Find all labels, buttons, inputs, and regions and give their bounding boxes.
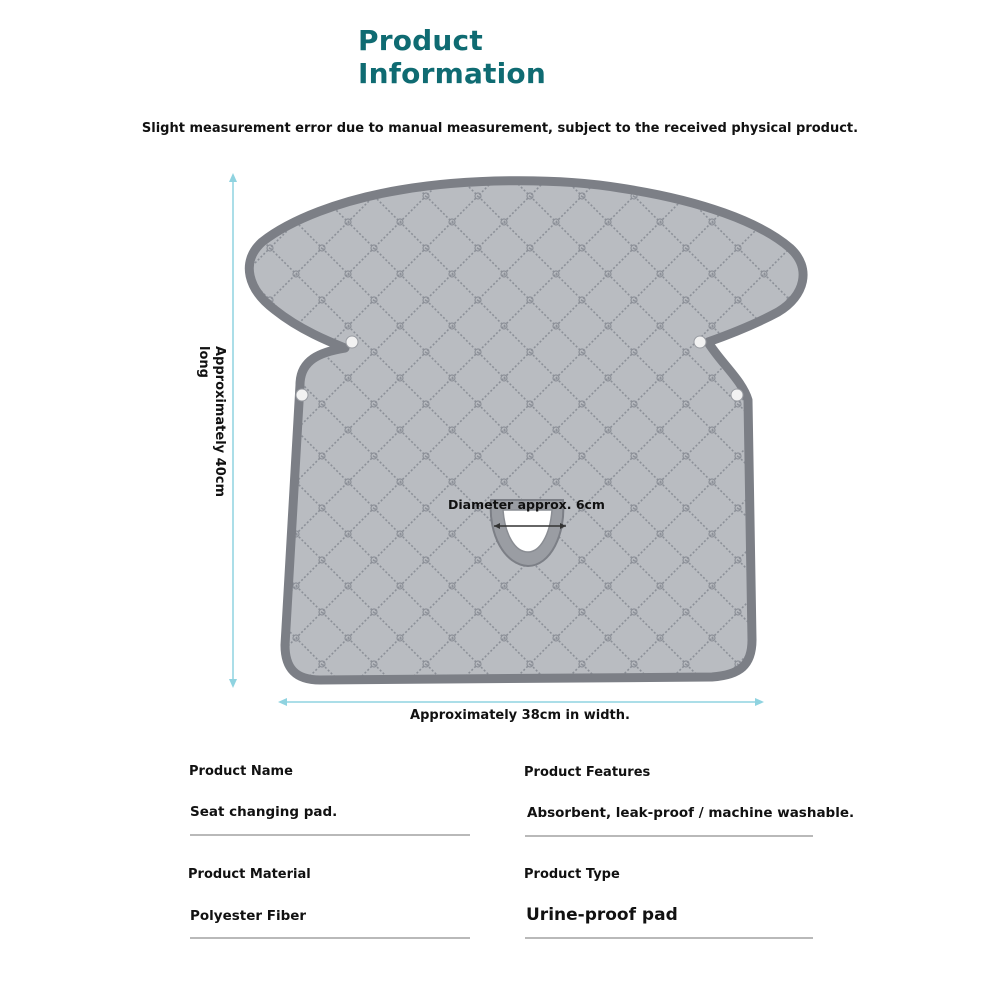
product-features-value: Absorbent, leak-proof / machine washable. bbox=[527, 805, 855, 821]
product-features-label: Product Features bbox=[524, 765, 651, 780]
divider bbox=[190, 937, 470, 939]
product-material-label: Product Material bbox=[188, 867, 311, 882]
snap-button bbox=[296, 389, 308, 401]
seat-pad bbox=[249, 181, 803, 680]
product-material-value: Polyester Fiber bbox=[190, 908, 307, 924]
product-name-label: Product Name bbox=[189, 764, 293, 779]
width-label: Approximately 38cm in width. bbox=[410, 708, 630, 723]
divider bbox=[525, 937, 813, 939]
measurement-note: Slight measurement error due to manual measurement, subject to the received physical product. bbox=[141, 121, 859, 136]
diameter-label: Diameter approx. 6cm bbox=[448, 497, 605, 512]
snap-button bbox=[731, 389, 743, 401]
divider bbox=[190, 834, 470, 836]
title-line-1: Product bbox=[358, 24, 483, 57]
divider bbox=[525, 835, 813, 837]
product-type-value: Urine-proof pad bbox=[526, 905, 678, 925]
product-type-label: Product Type bbox=[524, 867, 620, 882]
title-line-2: Information bbox=[358, 57, 547, 90]
product-name-value: Seat changing pad. bbox=[190, 804, 338, 820]
snap-button bbox=[346, 336, 358, 348]
snap-button bbox=[694, 336, 706, 348]
length-label: Approximately 40cm long bbox=[196, 346, 227, 498]
